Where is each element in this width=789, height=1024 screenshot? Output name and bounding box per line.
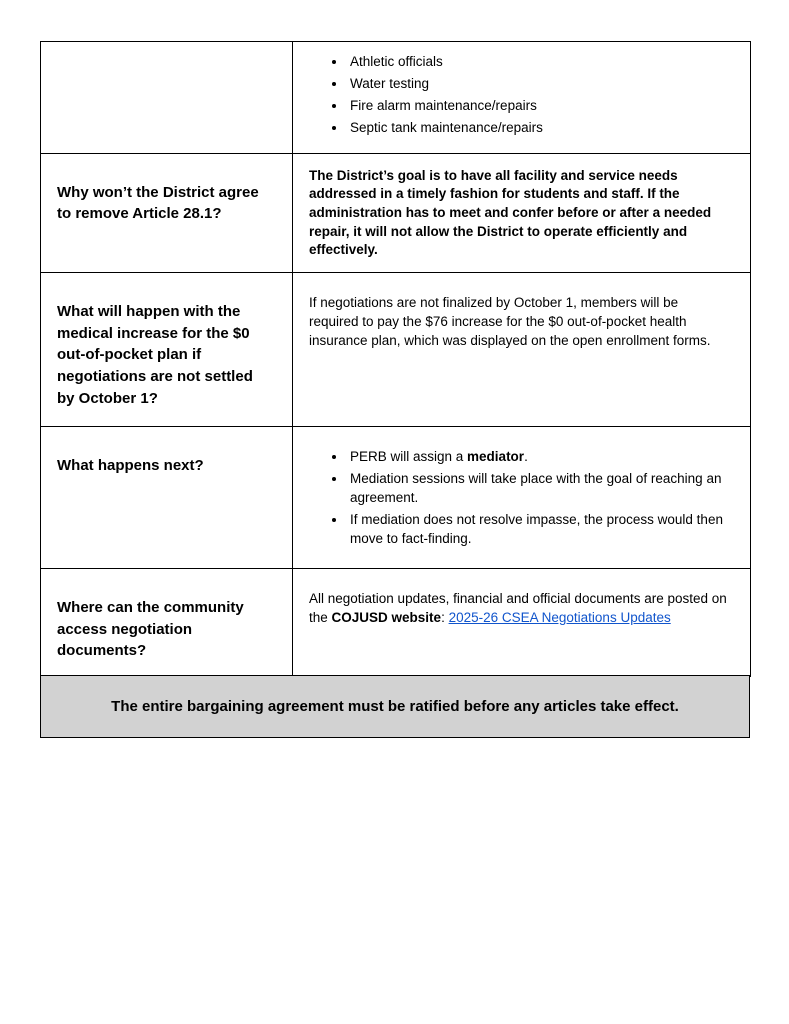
- answer-cell: [293, 272, 751, 426]
- bullet-text-prefix: PERB will assign a: [350, 448, 468, 464]
- bullet-item: • Septic tank maintenance/repairs: [347, 118, 730, 137]
- question-cell: Why won’t the District agree to remove Article 28.1?: [41, 153, 293, 272]
- bullet-item: • Mediation sessions will take place with the goal of reaching an agreement.: [347, 469, 730, 507]
- bullet-item: • Athletic officials: [347, 52, 730, 71]
- answer-text: The District’s goal is to have all facility and service needs addressed in a timely fashion for students and staff. If the administration has to meet and confer before or after a needed repair, it will not allow the District to operate efficiently and effectively.: [309, 167, 712, 258]
- faq-table: [40, 41, 751, 677]
- next-steps-bullet-list: [309, 447, 730, 549]
- bullet-item: [347, 447, 730, 466]
- cojusd-website-bold: COJUSD website: [331, 609, 442, 625]
- footer-banner: [40, 675, 750, 738]
- table-row: [41, 272, 751, 426]
- footer-banner-text: The entire bargaining agreement must be ratified before any articles take effect.: [111, 698, 679, 716]
- bullet-item: • Water testing: [347, 74, 730, 93]
- answer-prefix: All negotiation updates, financial and official documents are posted on the: [309, 590, 727, 625]
- answer-cell: [293, 426, 751, 568]
- table-row: [41, 153, 751, 272]
- bullet-text-suffix: .: [524, 448, 528, 464]
- answer-cell: [293, 153, 751, 272]
- bullet-item: • Fire alarm maintenance/repairs: [347, 96, 730, 115]
- question-cell: What happens next?: [41, 426, 293, 568]
- services-bullet-list: [309, 52, 730, 138]
- table-row: [41, 42, 751, 154]
- answer-text: If negotiations are not finalized by October 1, members will be required to pay the $76 increase for the $0 out-of-pocket health insurance plan, which was displayed on the open enrollment forms.: [309, 294, 711, 349]
- answer-cell: [293, 568, 751, 676]
- table-row: [41, 568, 751, 676]
- negotiations-updates-link[interactable]: 2025-26 CSEA Negotiations Updates: [448, 609, 671, 625]
- question-cell: What will happen with the medical increase for the $0 out-of-pocket plan if negotiations are not settled by October 1?: [41, 272, 293, 426]
- question-cell-empty: [41, 42, 293, 154]
- answer-separator: :: [441, 609, 449, 625]
- bullet-item: • If mediation does not resolve impasse, the process would then move to fact-finding.: [347, 510, 730, 548]
- answer-text: [309, 589, 730, 627]
- question-cell: Where can the community access negotiation documents?: [41, 568, 293, 676]
- answer-cell: [293, 42, 751, 154]
- mediator-bold: mediator: [467, 448, 525, 464]
- table-row: [41, 426, 751, 568]
